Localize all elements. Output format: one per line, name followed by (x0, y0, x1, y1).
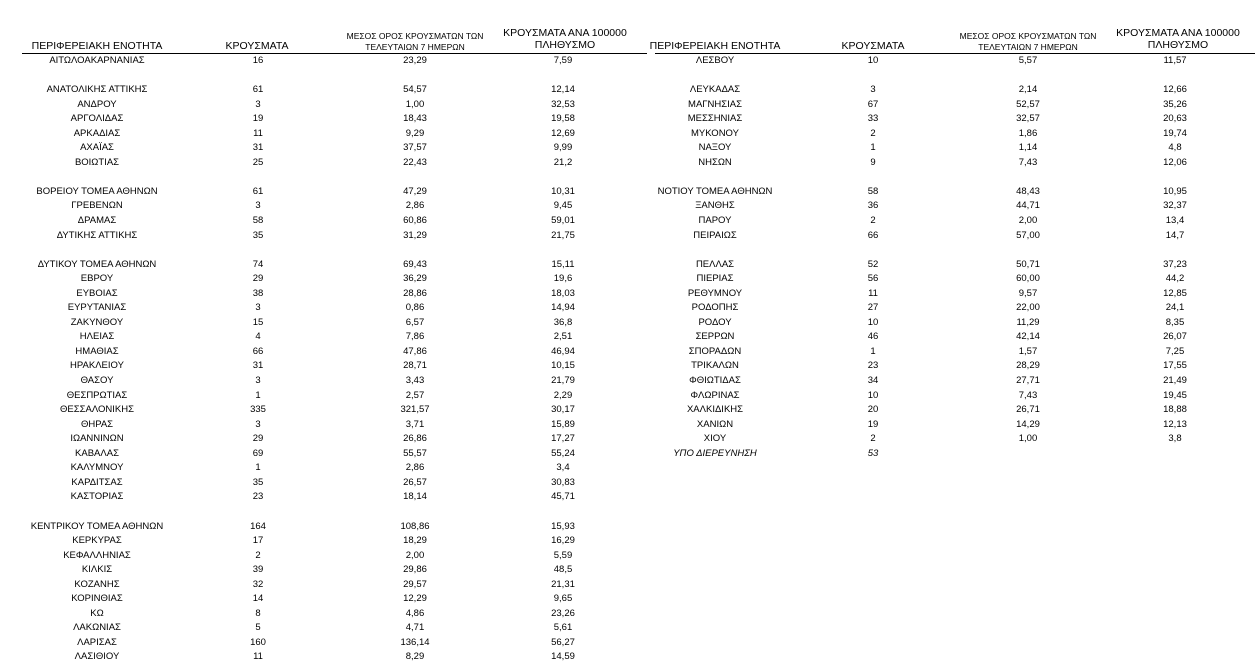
right-header-region: ΠΕΡΙΦΕΡΕΙΑΚΗ ΕΝΟΤΗΤΑ (649, 40, 781, 52)
avg-cell: 11,29 (1016, 316, 1040, 328)
avg-cell: 7,43 (1018, 389, 1038, 401)
cases-cell: 31 (252, 142, 264, 154)
region-cell: ΖΑΚΥΝΘΟΥ (70, 316, 124, 328)
avg-cell: 37,57 (403, 142, 427, 154)
region-cell: ΑΝΔΡΟΥ (77, 98, 117, 110)
per100k-cell: 56,27 (551, 636, 575, 648)
per100k-cell: 13,4 (1165, 215, 1185, 227)
region-cell: ΑΡΓΟΛΙΔΑΣ (70, 113, 124, 125)
cases-cell: 14 (252, 593, 264, 605)
avg-cell: 18,14 (403, 491, 427, 503)
region-cell: ΡΟΔΟΥ (698, 316, 732, 328)
left-header-avg-line2: ΤΕΛΕΥΤΑΙΩΝ 7 ΗΜΕΡΩΝ (365, 41, 465, 52)
avg-cell: 22,00 (1016, 302, 1040, 314)
region-cell: ΕΒΡΟΥ (80, 273, 114, 285)
region-cell: ΛΑΡΙΣΑΣ (77, 636, 117, 648)
left-header-cases: ΚΡΟΥΣΜΑΤΑ (225, 40, 289, 52)
avg-cell: 36,29 (403, 273, 427, 285)
region-cell: ΘΕΣΠΡΩΤΙΑΣ (66, 389, 128, 401)
per100k-cell: 19,58 (551, 113, 575, 125)
cases-cell: 33 (867, 113, 879, 125)
avg-cell: 5,57 (1018, 55, 1038, 66)
region-cell: ΑΝΑΤΟΛΙΚΗΣ ΑΤΤΙΚΗΣ (46, 84, 148, 96)
region-cell: ΠΙΕΡΙΑΣ (696, 273, 734, 285)
per100k-cell: 10,31 (551, 185, 575, 197)
avg-cell: 22,43 (403, 156, 427, 168)
per100k-cell: 12,69 (551, 127, 575, 139)
cases-cell: 16 (252, 55, 264, 66)
cases-cell: 2 (870, 127, 876, 139)
avg-cell: 27,71 (1016, 375, 1040, 387)
avg-cell: 60,00 (1016, 273, 1040, 285)
per100k-cell: 5,61 (553, 622, 573, 634)
per100k-cell: 10,95 (1163, 185, 1187, 197)
per100k-cell: 20,63 (1163, 113, 1187, 125)
per100k-cell: 35,26 (1163, 98, 1187, 110)
cases-cell: 10 (867, 389, 879, 401)
region-cell: ΠΕΛΛΑΣ (695, 258, 735, 270)
region-cell: ΜΑΓΝΗΣΙΑΣ (688, 98, 742, 110)
cases-cell: 2 (870, 215, 876, 227)
cases-cell: 61 (252, 185, 264, 197)
cases-cell: 36 (867, 200, 879, 212)
right-header-avg-line1: ΜΕΣΟΣ ΟΡΟΣ ΚΡΟΥΣΜΑΤΩΝ ΤΩΝ (959, 31, 1097, 41)
avg-cell: 54,57 (403, 84, 427, 96)
cases-cell: 66 (867, 229, 879, 241)
per100k-cell: 14,59 (551, 651, 575, 663)
per100k-cell: 17,55 (1163, 360, 1187, 372)
region-cell: ΔΥΤΙΚΗΣ ΑΤΤΙΚΗΣ (56, 229, 138, 241)
per100k-cell: 55,24 (551, 447, 575, 459)
per100k-cell: 21,49 (1163, 375, 1187, 387)
avg-cell: 136,14 (400, 636, 430, 648)
cases-cell: 23 (252, 491, 264, 503)
per100k-cell: 19,45 (1163, 389, 1187, 401)
per100k-cell: 15,93 (551, 520, 575, 532)
per100k-cell: 30,83 (551, 476, 575, 488)
avg-cell: 7,43 (1018, 156, 1038, 168)
left-header-divider (22, 53, 647, 54)
cases-cell: 35 (252, 476, 264, 488)
left-header-per100k-line1: ΚΡΟΥΣΜΑΤΑ ΑΝΑ 100000 (503, 27, 627, 39)
region-cell: ΝΗΣΩΝ (698, 156, 732, 168)
avg-cell: 1,57 (1018, 345, 1038, 357)
per100k-cell: 14,94 (551, 302, 575, 314)
region-cell: ΛΕΥΚΑΔΑΣ (689, 84, 741, 96)
cases-cell: 1 (870, 345, 876, 357)
cases-cell: 67 (867, 98, 879, 110)
region-cell: ΧΑΛΚΙΔΙΚΗΣ (686, 404, 744, 416)
region-cell: ΤΡΙΚΑΛΩΝ (691, 360, 739, 372)
per100k-cell: 21,2 (553, 156, 573, 168)
cases-cell: 10 (867, 316, 879, 328)
region-cell: ΧΑΝΙΩΝ (696, 418, 734, 430)
region-cell: ΧΙΟΥ (703, 433, 727, 445)
per100k-cell: 21,75 (551, 229, 575, 241)
per100k-cell: 7,25 (1165, 345, 1185, 357)
cases-cell: 11 (253, 651, 263, 663)
avg-cell: 2,00 (1018, 215, 1038, 227)
cases-cell: 29 (252, 273, 264, 285)
avg-cell: 52,57 (1016, 98, 1040, 110)
per100k-cell: 8,35 (1165, 316, 1185, 328)
avg-cell: 12,29 (403, 593, 427, 605)
per100k-cell: 9,99 (553, 142, 573, 154)
region-cell: ΛΑΚΩΝΙΑΣ (73, 622, 121, 634)
region-cell: ΣΠΟΡΑΔΩΝ (688, 345, 742, 357)
per100k-cell: 48,5 (553, 564, 573, 576)
per100k-cell: 9,65 (553, 593, 573, 605)
avg-cell: 14,29 (1016, 418, 1040, 430)
avg-cell: 8,29 (405, 651, 425, 663)
cases-cell: 15 (252, 316, 264, 328)
region-cell: ΗΡΑΚΛΕΙΟΥ (70, 360, 124, 372)
region-cell: ΚΑΛΥΜΝΟΥ (70, 462, 124, 474)
avg-cell: 28,29 (1016, 360, 1040, 372)
avg-cell: 1,00 (1018, 433, 1038, 445)
region-cell: ΡΕΘΥΜΝΟΥ (687, 287, 743, 299)
right-header-per100k-line2: ΠΛΗΘΥΣΜΟ (1147, 39, 1209, 52)
cases-cell: 27 (867, 302, 879, 314)
cases-cell: 23 (867, 360, 879, 372)
per100k-cell: 10,15 (551, 360, 575, 372)
avg-cell: 1,00 (405, 98, 425, 110)
per100k-cell: 16,29 (551, 535, 575, 547)
left-header-avg-line1: ΜΕΣΟΣ ΟΡΟΣ ΚΡΟΥΣΜΑΤΩΝ ΤΩΝ (346, 31, 484, 41)
region-cell: ΔΡΑΜΑΣ (77, 215, 117, 227)
cases-cell: 3 (255, 200, 261, 212)
per100k-cell: 45,71 (551, 491, 575, 503)
region-cell: ΚΩ (90, 607, 104, 619)
per100k-cell: 46,94 (551, 345, 575, 357)
cases-cell: 1 (870, 142, 876, 154)
region-cell: ΗΛΕΙΑΣ (79, 331, 115, 343)
per100k-cell: 2,29 (553, 389, 573, 401)
region-cell: ΓΡΕΒΕΝΩΝ (71, 200, 123, 212)
per100k-cell: 23,26 (551, 607, 575, 619)
per100k-cell: 5,59 (553, 549, 573, 561)
avg-cell: 26,57 (403, 476, 427, 488)
region-cell: ΚΑΣΤΟΡΙΑΣ (70, 491, 124, 503)
per100k-cell: 19,74 (1163, 127, 1187, 139)
cases-cell: 2 (870, 433, 876, 445)
region-cell: ΣΕΡΡΩΝ (695, 331, 735, 343)
region-cell: ΛΕΣΒΟΥ (695, 55, 735, 66)
cases-cell: 3 (870, 84, 876, 96)
per100k-cell: 26,07 (1163, 331, 1187, 343)
region-cell: ΚΕΝΤΡΙΚΟΥ ΤΟΜΕΑ ΑΘΗΝΩΝ (30, 520, 164, 532)
avg-cell: 1,86 (1018, 127, 1038, 139)
cases-cell: 74 (252, 258, 264, 270)
region-cell: ΘΗΡΑΣ (80, 418, 114, 430)
avg-cell: 32,57 (1016, 113, 1040, 125)
cases-cell: 19 (867, 418, 879, 430)
per100k-cell: 59,01 (551, 215, 575, 227)
avg-cell: 18,43 (403, 113, 427, 125)
region-cell: ΑΙΤΩΛΟΑΚΑΡΝΑΝΙΑΣ (49, 55, 145, 66)
region-cell: ΚΕΡΚΥΡΑΣ (72, 535, 122, 547)
per100k-cell: 18,03 (551, 287, 575, 299)
cases-cell: 61 (252, 84, 264, 96)
region-cell: ΚΙΛΚΙΣ (81, 564, 113, 576)
avg-cell: 7,86 (405, 331, 425, 343)
per100k-cell: 18,88 (1163, 404, 1187, 416)
region-cell: ΦΘΙΩΤΙΔΑΣ (689, 375, 741, 387)
region-cell: ΚΑΒΑΛΑΣ (75, 447, 119, 459)
region-cell: ΠΕΙΡΑΙΩΣ (693, 229, 737, 241)
region-cell: ΚΟΡΙΝΘΙΑΣ (71, 593, 123, 605)
region-cell: ΒΟΡΕΙΟΥ ΤΟΜΕΑ ΑΘΗΝΩΝ (36, 185, 158, 197)
cases-cell: 3 (255, 375, 261, 387)
cases-cell: 52 (867, 258, 879, 270)
avg-cell: 28,86 (403, 287, 427, 299)
avg-cell: 57,00 (1016, 229, 1040, 241)
region-cell: ΑΡΚΑΔΙΑΣ (73, 127, 121, 139)
per100k-cell: 44,2 (1165, 273, 1185, 285)
avg-cell: 321,57 (400, 404, 430, 416)
right-header-avg-line2: ΤΕΛΕΥΤΑΙΩΝ 7 ΗΜΕΡΩΝ (978, 41, 1078, 52)
region-cell: ΜΥΚΟΝΟΥ (691, 127, 739, 139)
avg-cell: 9,29 (405, 127, 425, 139)
avg-cell: 18,29 (403, 535, 427, 547)
avg-cell: 0,86 (405, 302, 425, 314)
avg-cell: 3,43 (405, 375, 425, 387)
region-cell: ΙΩΑΝΝΙΝΩΝ (70, 433, 124, 445)
region-cell: ΘΕΣΣΑΛΟΝΙΚΗΣ (60, 404, 134, 416)
left-header-region: ΠΕΡΙΦΕΡΕΙΑΚΗ ΕΝΟΤΗΤΑ (31, 40, 163, 52)
avg-cell: 26,71 (1016, 404, 1040, 416)
cases-cell: 10 (867, 55, 879, 66)
per100k-cell: 2,51 (553, 331, 573, 343)
region-cell: ΛΑΣΙΘΙΟΥ (74, 651, 120, 663)
right-header-per100k (1103, 27, 1253, 51)
per100k-cell: 24,1 (1165, 302, 1185, 314)
per100k-cell: 21,31 (551, 578, 575, 590)
avg-cell: 2,86 (405, 462, 425, 474)
per100k-cell: 7,59 (553, 55, 573, 66)
right-header-cases: ΚΡΟΥΣΜΑΤΑ (841, 40, 905, 52)
right-header-avg (948, 31, 1108, 52)
avg-cell: 1,14 (1018, 142, 1038, 154)
avg-cell: 108,86 (400, 520, 430, 532)
per100k-cell: 19,6 (553, 273, 573, 285)
region-cell: ΕΥΡΥΤΑΝΙΑΣ (67, 302, 127, 314)
avg-cell: 48,43 (1016, 185, 1040, 197)
cases-cell: 20 (867, 404, 879, 416)
cases-cell: 9 (870, 156, 876, 168)
avg-cell: 42,14 (1016, 331, 1040, 343)
avg-cell: 29,57 (403, 578, 427, 590)
per100k-cell: 32,37 (1163, 200, 1187, 212)
cases-cell: 66 (252, 345, 264, 357)
region-cell: ΗΜΑΘΙΑΣ (75, 345, 119, 357)
cases-cell: 1 (255, 389, 261, 401)
per100k-cell: 37,23 (1163, 258, 1187, 270)
cases-cell: 160 (250, 636, 266, 648)
region-cell: ΚΑΡΔΙΤΣΑΣ (71, 476, 123, 488)
avg-cell: 2,86 (405, 200, 425, 212)
left-header-per100k (490, 27, 640, 51)
cases-cell: 11 (253, 127, 263, 139)
region-cell: ΚΕΦΑΛΛΗΝΙΑΣ (63, 549, 131, 561)
avg-cell: 6,57 (405, 316, 425, 328)
per100k-cell: 12,06 (1163, 156, 1187, 168)
region-cell: ΡΟΔΟΠΗΣ (691, 302, 739, 314)
cases-cell: 38 (252, 287, 264, 299)
avg-cell: 50,71 (1016, 258, 1040, 270)
region-cell: ΠΑΡΟΥ (698, 215, 732, 227)
cases-cell: 19 (252, 113, 264, 125)
cases-cell: 4 (255, 331, 261, 343)
cases-cell: 56 (867, 273, 879, 285)
avg-cell: 60,86 (403, 215, 427, 227)
per100k-cell: 11,57 (1163, 55, 1187, 66)
per100k-cell: 30,17 (551, 404, 575, 416)
region-cell: ΥΠΟ ΔΙΕΡΕΥΝΗΣΗ (673, 447, 757, 459)
per100k-cell: 4,8 (1168, 142, 1182, 154)
avg-cell: 47,29 (403, 185, 427, 197)
cases-cell: 5 (255, 622, 261, 634)
cases-cell: 39 (252, 564, 264, 576)
region-cell: ΦΛΩΡΙΝΑΣ (690, 389, 740, 401)
region-cell: ΜΕΣΣΗΝΙΑΣ (687, 113, 743, 125)
region-cell: ΔΥΤΙΚΟΥ ΤΟΜΕΑ ΑΘΗΝΩΝ (37, 258, 157, 270)
region-cell: ΝΟΤΙΟΥ ΤΟΜΕΑ ΑΘΗΝΩΝ (657, 185, 773, 197)
region-cell: ΘΑΣΟΥ (80, 375, 114, 387)
per100k-cell: 3,8 (1168, 433, 1182, 445)
per100k-cell: 3,4 (556, 462, 570, 474)
avg-cell: 9,57 (1018, 287, 1038, 299)
avg-cell: 2,00 (405, 549, 425, 561)
per100k-cell: 15,89 (551, 418, 575, 430)
avg-cell: 2,14 (1018, 84, 1038, 96)
cases-cell: 164 (250, 520, 266, 532)
cases-cell: 11 (868, 287, 878, 299)
per100k-cell: 12,85 (1163, 287, 1187, 299)
cases-cell: 34 (867, 375, 879, 387)
per100k-cell: 12,66 (1163, 84, 1187, 96)
per100k-cell: 32,53 (551, 98, 575, 110)
per100k-cell: 12,13 (1163, 418, 1187, 430)
avg-cell: 47,86 (403, 345, 427, 357)
cases-cell: 31 (252, 360, 264, 372)
cases-cell: 25 (252, 156, 264, 168)
avg-cell: 4,71 (405, 622, 425, 634)
cases-cell: 58 (867, 185, 879, 197)
cases-cell: 17 (252, 535, 264, 547)
right-header-per100k-line1: ΚΡΟΥΣΜΑΤΑ ΑΝΑ 100000 (1116, 27, 1240, 39)
avg-cell: 28,71 (403, 360, 427, 372)
region-cell: ΞΑΝΘΗΣ (695, 200, 735, 212)
cases-cell: 35 (252, 229, 264, 241)
region-cell: ΚΟΖΑΝΗΣ (74, 578, 120, 590)
left-header-per100k-line2: ΠΛΗΘΥΣΜΟ (534, 39, 596, 52)
cases-cell: 3 (255, 418, 261, 430)
cases-cell: 46 (867, 331, 879, 343)
cases-cell: 69 (252, 447, 264, 459)
region-cell: ΝΑΞΟΥ (698, 142, 732, 154)
cases-cell: 3 (255, 302, 261, 314)
cases-cell: 8 (255, 607, 261, 619)
cases-cell: 29 (252, 433, 264, 445)
per100k-cell: 36,8 (553, 316, 573, 328)
avg-cell: 31,29 (403, 229, 427, 241)
per100k-cell: 17,27 (551, 433, 575, 445)
avg-cell: 23,29 (403, 55, 427, 66)
cases-cell: 58 (252, 215, 264, 227)
avg-cell: 2,57 (405, 389, 425, 401)
cases-cell: 32 (252, 578, 264, 590)
avg-cell: 4,86 (405, 607, 425, 619)
avg-cell: 29,86 (403, 564, 427, 576)
per100k-cell: 12,14 (551, 84, 575, 96)
cases-cell: 1 (255, 462, 261, 474)
per100k-cell: 14,7 (1165, 229, 1185, 241)
per100k-cell: 9,45 (553, 200, 573, 212)
region-cell: ΒΟΙΩΤΙΑΣ (74, 156, 120, 168)
cases-cell: 2 (255, 549, 261, 561)
avg-cell: 26,86 (403, 433, 427, 445)
avg-cell: 69,43 (403, 258, 427, 270)
region-cell: ΑΧΑΪΑΣ (80, 142, 114, 154)
avg-cell: 44,71 (1016, 200, 1040, 212)
cases-cell: 335 (250, 404, 266, 416)
right-header-divider (655, 53, 1255, 54)
region-cell: ΕΥΒΟΙΑΣ (76, 287, 118, 299)
avg-cell: 55,57 (403, 447, 427, 459)
cases-cell: 53 (867, 447, 879, 459)
avg-cell: 3,71 (405, 418, 425, 430)
per100k-cell: 15,11 (551, 258, 575, 270)
cases-cell: 3 (255, 98, 261, 110)
left-header-avg (335, 31, 495, 52)
per100k-cell: 21,79 (551, 375, 575, 387)
